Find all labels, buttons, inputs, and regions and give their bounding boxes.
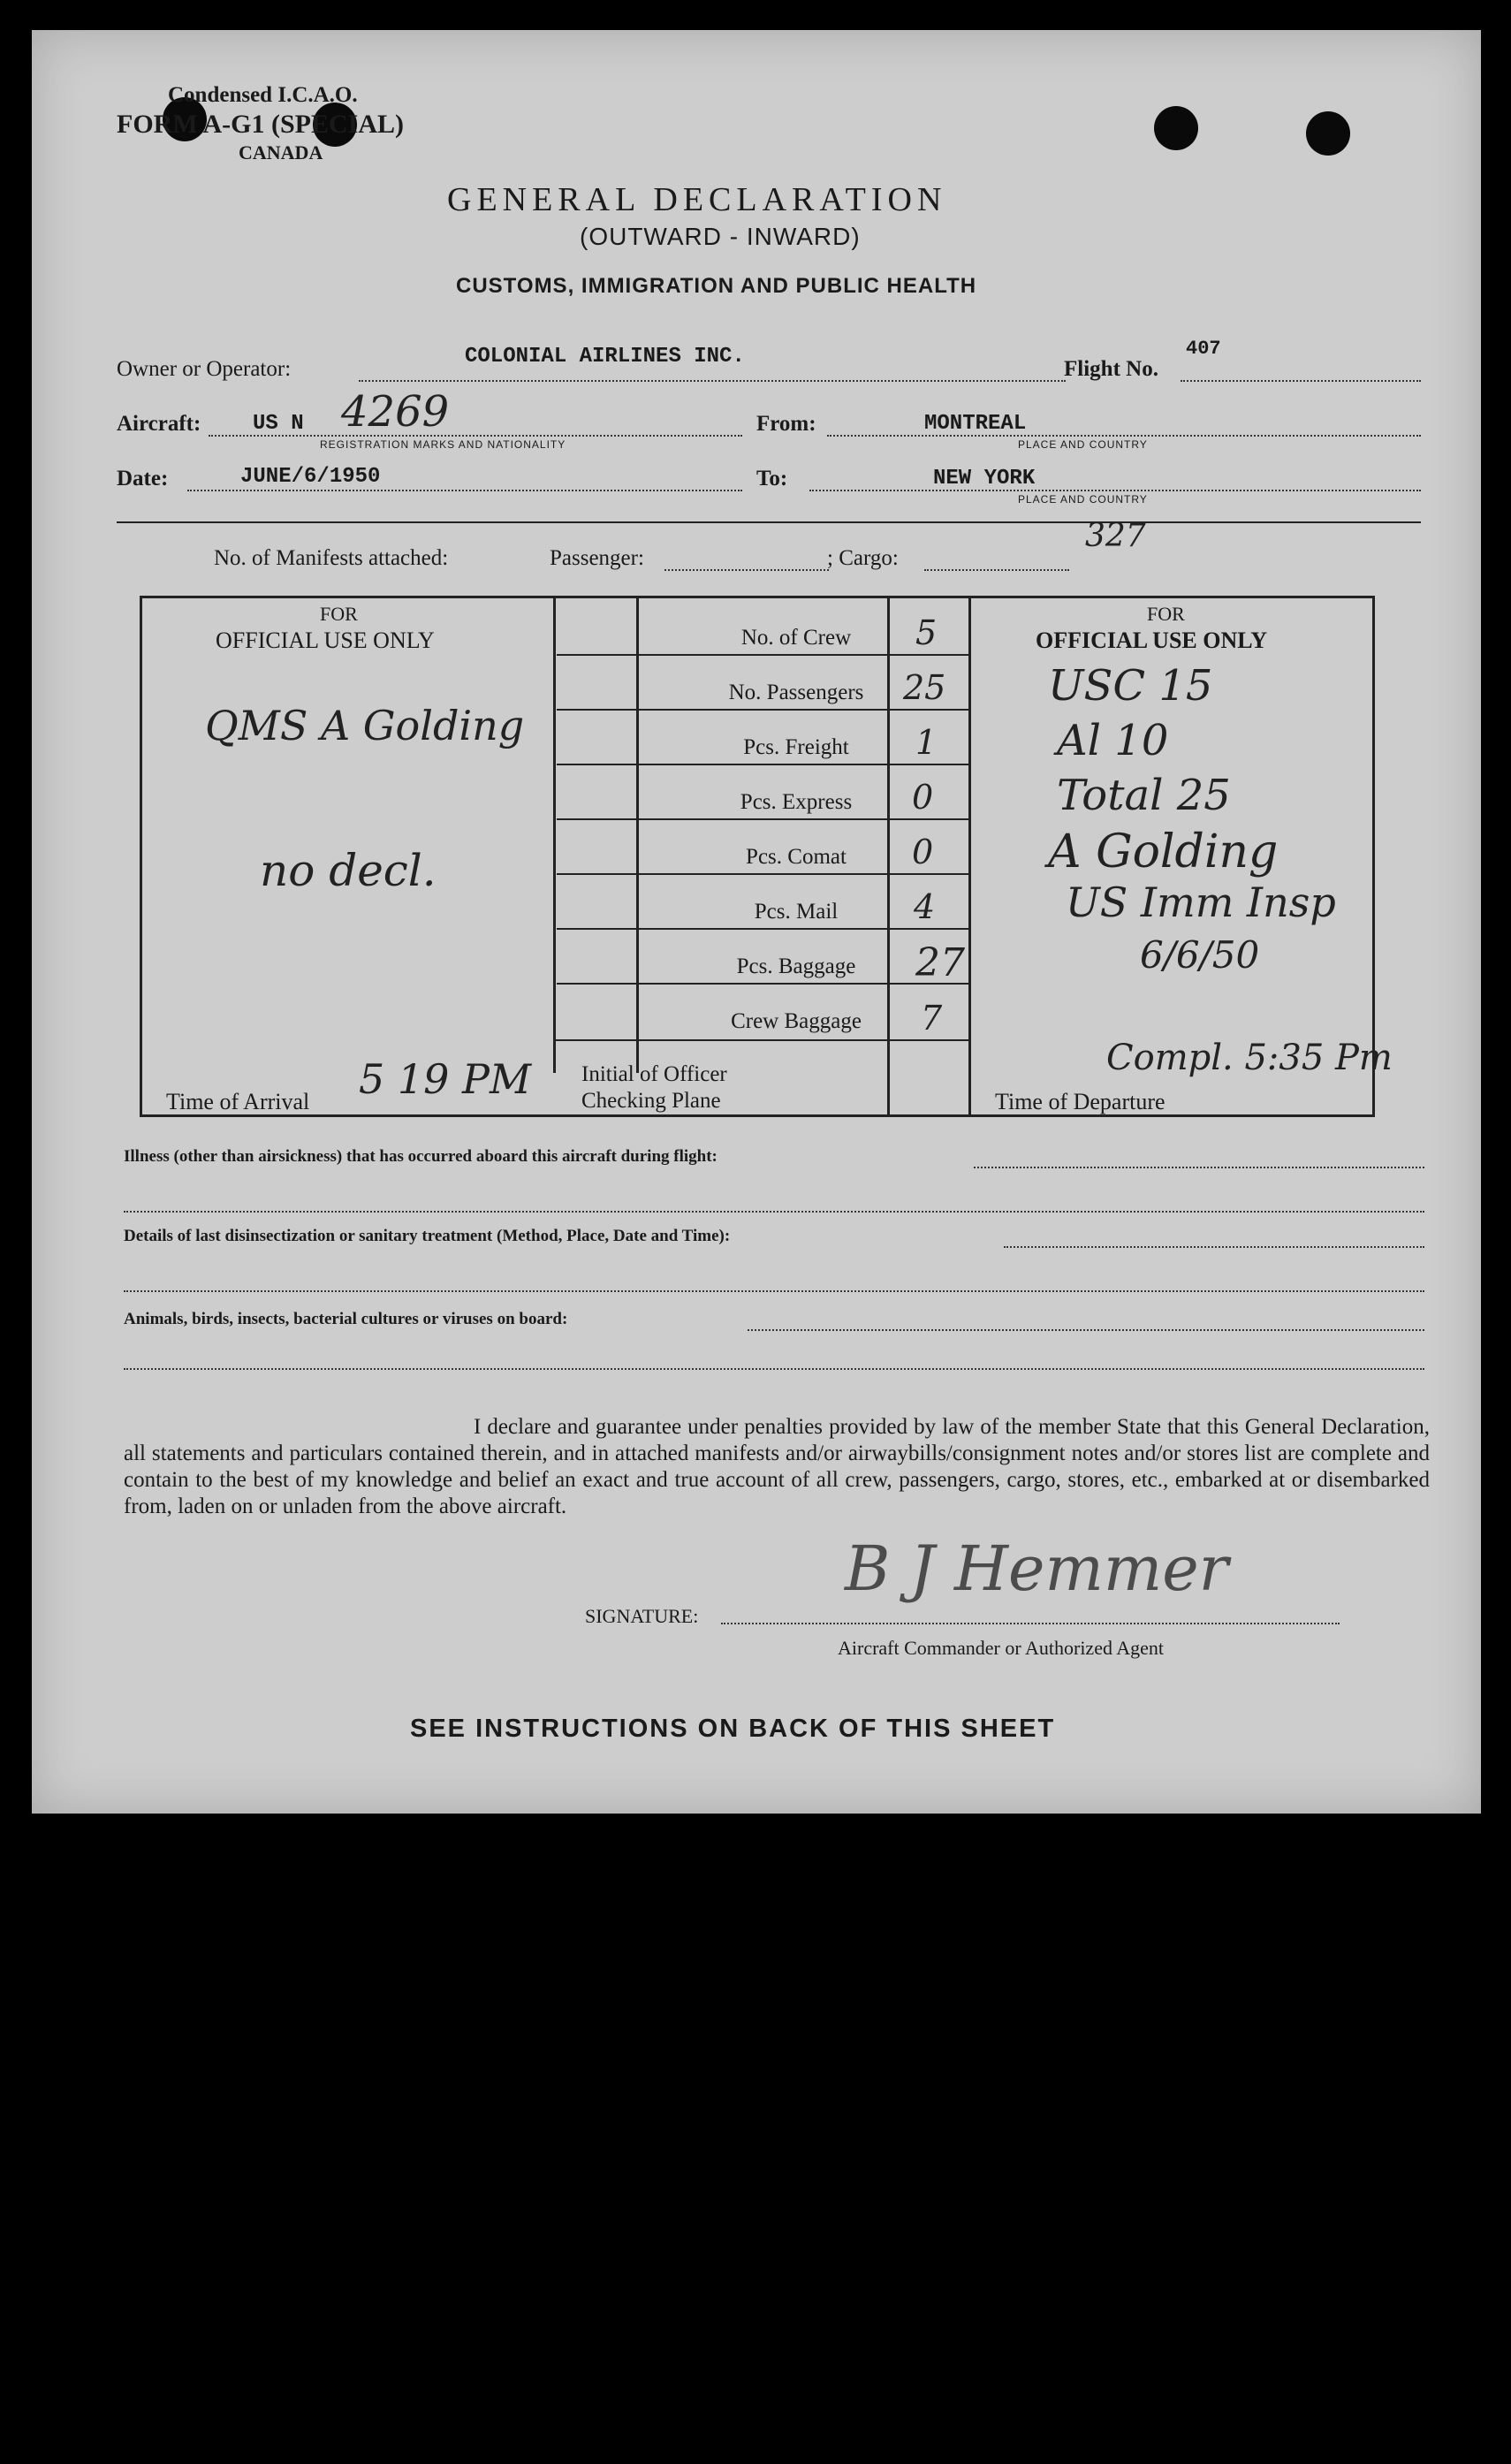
manifests-label: No. of Manifests attached: [214, 546, 449, 570]
row-label-baggage: Pcs. Baggage [736, 954, 856, 978]
signature-label: SIGNATURE: [585, 1605, 699, 1627]
aircraft-handwritten: 4269 [341, 387, 450, 437]
row-value-freight: 1 [915, 723, 938, 762]
row-value-baggage: 27 [915, 940, 965, 985]
right-header-official: OFFICIAL USE ONLY [1036, 627, 1267, 653]
row-label-freight: Pcs. Freight [743, 735, 849, 759]
to-value: NEW YORK [933, 467, 1036, 491]
to-label: To: [756, 467, 788, 491]
flight-label: Flight No. [1064, 357, 1158, 381]
form-subtitle: (OUTWARD - INWARD) [580, 223, 861, 250]
row-value-mail: 4 [914, 887, 936, 926]
row-label-mail: Pcs. Mail [754, 900, 839, 924]
right-note-usc: USC 15 [1048, 661, 1213, 711]
from-label: From: [756, 412, 816, 436]
right-header-for: FOR [1147, 603, 1185, 625]
form-id-line3: CANADA [239, 141, 323, 164]
row-label-passengers: No. Passengers [728, 681, 864, 704]
aircraft-value: US N [253, 412, 304, 436]
right-note-total: Total 25 [1057, 771, 1231, 820]
signer-role: Aircraft Commander or Authorized Agent [838, 1637, 1165, 1659]
form-id-line2: FORM A-G1 (SPECIAL) [117, 110, 404, 139]
initial-label-1: Initial of Officer [581, 1062, 727, 1086]
row-label-comat: Pcs. Comat [746, 845, 847, 869]
aircraft-sublabel: REGISTRATION MARKS AND NATIONALITY [320, 438, 566, 451]
cargo-label: ; Cargo: [827, 546, 899, 570]
row-label-crew-baggage: Crew Baggage [731, 1009, 862, 1033]
punch-hole [1154, 106, 1198, 150]
right-note-date: 6/6/50 [1140, 933, 1260, 977]
right-note-al: Al 10 [1057, 716, 1169, 765]
aircraft-label: Aircraft: [117, 412, 201, 436]
form-id-line1: Condensed I.C.A.O. [168, 83, 358, 107]
form-agency: CUSTOMS, IMMIGRATION AND PUBLIC HEALTH [456, 274, 977, 298]
flight-value: 407 [1186, 338, 1221, 360]
left-note-officer: QMS A Golding [205, 702, 525, 749]
passenger-label: Passenger: [550, 546, 644, 570]
arrival-label: Time of Arrival [166, 1089, 310, 1114]
punch-hole [1306, 111, 1350, 156]
row-value-crew: 5 [915, 613, 938, 652]
date-label: Date: [117, 467, 169, 491]
left-header-for: FOR [320, 603, 358, 625]
departure-handwritten: Compl. 5:35 Pm [1106, 1038, 1393, 1078]
owner-value: COLONIAL AIRLINES INC. [465, 345, 745, 369]
disinsect-question: Details of last disinsectization or sanitary treatment (Method, Place, Date and Time): [124, 1227, 731, 1245]
declaration-form-sheet [32, 30, 1481, 1814]
initial-label-2: Checking Plane [581, 1089, 721, 1113]
row-label-express: Pcs. Express [740, 790, 853, 814]
arrival-handwritten: 5 19 PM [359, 1055, 532, 1103]
right-note-signature: A Golding [1048, 825, 1279, 878]
right-note-title: US Imm Insp [1066, 878, 1336, 926]
instructions-footer: SEE INSTRUCTIONS ON BACK OF THIS SHEET [410, 1715, 1056, 1743]
row-value-express: 0 [912, 778, 934, 817]
row-value-comat: 0 [912, 833, 934, 871]
signature-handwritten: B J Hemmer [845, 1532, 1229, 1605]
from-sublabel: PLACE AND COUNTRY [1018, 438, 1148, 451]
departure-label: Time of Departure [995, 1089, 1166, 1114]
declaration-text: I declare and guarantee under penalties provided by law of the member State that this General Declaration, all statements and particulars contained therein, and in attached manifests and/or airwaybills/consignment notes and/or stores list are complete and contain to the best of my knowledge and belief an exact and true account of all crew, passengers, cargo, stores, etc., embarked at or disembarked from, laden on or unladen from the above aircraft. [124, 1415, 1430, 1518]
cargo-handwritten: 327 [1085, 518, 1146, 554]
form-title: GENERAL DECLARATION [447, 181, 947, 218]
left-header-official: OFFICIAL USE ONLY [216, 627, 435, 653]
left-note-no-decl: no decl. [260, 845, 437, 896]
row-value-crew-baggage: 7 [921, 999, 943, 1038]
illness-question: Illness (other than airsickness) that has occurred aboard this aircraft during flight: [124, 1147, 718, 1166]
row-label-crew: No. of Crew [740, 626, 852, 650]
owner-label: Owner or Operator: [117, 357, 292, 381]
date-value: JUNE/6/1950 [240, 465, 381, 489]
animals-question: Animals, birds, insects, bacterial cultures or viruses on board: [124, 1310, 568, 1328]
to-sublabel: PLACE AND COUNTRY [1018, 493, 1148, 506]
from-value: MONTREAL [924, 412, 1027, 436]
row-value-passengers: 25 [903, 668, 946, 707]
